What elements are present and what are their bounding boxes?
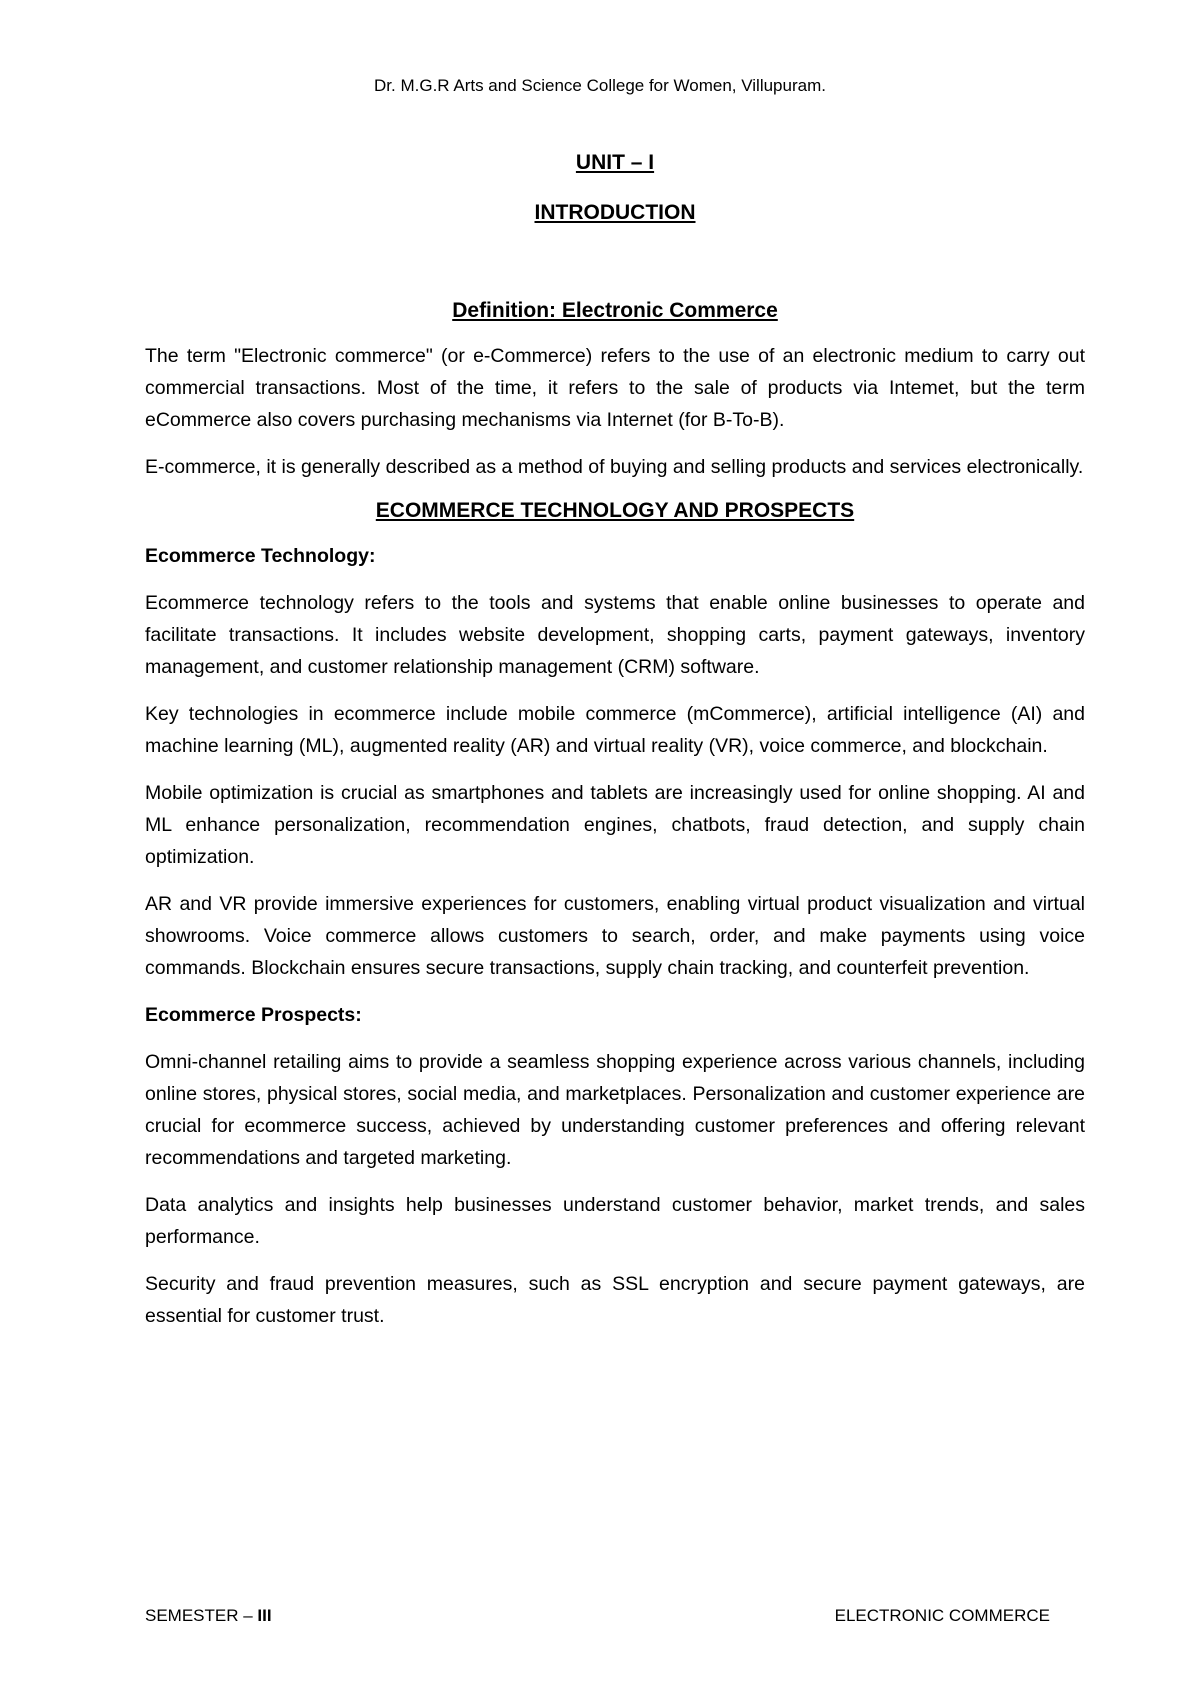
footer-semester [145, 1606, 272, 1626]
footer-semester-value: III [257, 1606, 272, 1625]
prospects-heading: Ecommerce Prospects: [145, 1004, 362, 1026]
definition-title: Definition: Electronic Commerce [452, 299, 778, 322]
technology-heading: Ecommerce Technology: [145, 545, 376, 567]
technology-prospects-title: ECOMMERCE TECHNOLOGY AND PROSPECTS [375, 499, 855, 522]
technology-paragraph: Key technologies in ecommerce include mobile commerce (mCommerce), artificial intelligence (AI) and machine learning (ML), augmented reality (AR) and virtual reality (VR), voice commerce, and blockchain. [145, 703, 1085, 757]
footer-subject: ELECTRONIC COMMERCE [834, 1606, 1050, 1625]
technology-paragraph: Ecommerce technology refers to the tools and systems that enable online businesses to operate and facilitate transactions. It includes website development, shopping carts, payment gateways, inventory management, and customer relationship management (CRM) software. [145, 592, 1085, 678]
definition-paragraph: E-commerce, it is generally described as a method of buying and selling products and services electronically. [145, 456, 1084, 478]
footer-semester-label: SEMESTER – [145, 1606, 258, 1625]
prospects-paragraph: Omni-channel retailing aims to provide a seamless shopping experience across various channels, including online stores, physical stores, social media, and marketplaces. Personalization and customer experience are crucial for ecommerce success, achieved by understanding customer preferences and offering relevant recommendations and targeted marketing. [145, 1051, 1085, 1169]
introduction-title: INTRODUCTION [534, 201, 696, 224]
definition-paragraph: The term "Electronic commerce" (or e-Commerce) refers to the use of an electronic medium to carry out commercial transactions. Most of the time, it refers to the sale of products via Intemet, but the term eCommerce also covers purchasing mechanisms via Internet (for B-To-B). [145, 345, 1085, 431]
running-header: Dr. M.G.R Arts and Science College for Women, Villupuram. [374, 76, 826, 95]
page-content [145, 150, 1085, 1347]
technology-paragraph: Mobile optimization is crucial as smartphones and tablets are increasingly used for online shopping. AI and ML enhance personalization, recommendation engines, chatbots, fraud detection, and supply chain optimization. [145, 782, 1085, 868]
prospects-paragraph: Data analytics and insights help businesses understand customer behavior, market trends, and sales performance. [145, 1194, 1085, 1248]
technology-paragraph: AR and VR provide immersive experiences for customers, enabling virtual product visualization and virtual showrooms. Voice commerce allows customers to search, order, and make payments using voice commands. Blockchain ensures secure transactions, supply chain tracking, and counterfeit prevention. [145, 893, 1085, 979]
prospects-paragraph: Security and fraud prevention measures, such as SSL encryption and secure payment gateways, are essential for customer trust. [145, 1273, 1085, 1327]
unit-title: UNIT – I [575, 151, 655, 174]
